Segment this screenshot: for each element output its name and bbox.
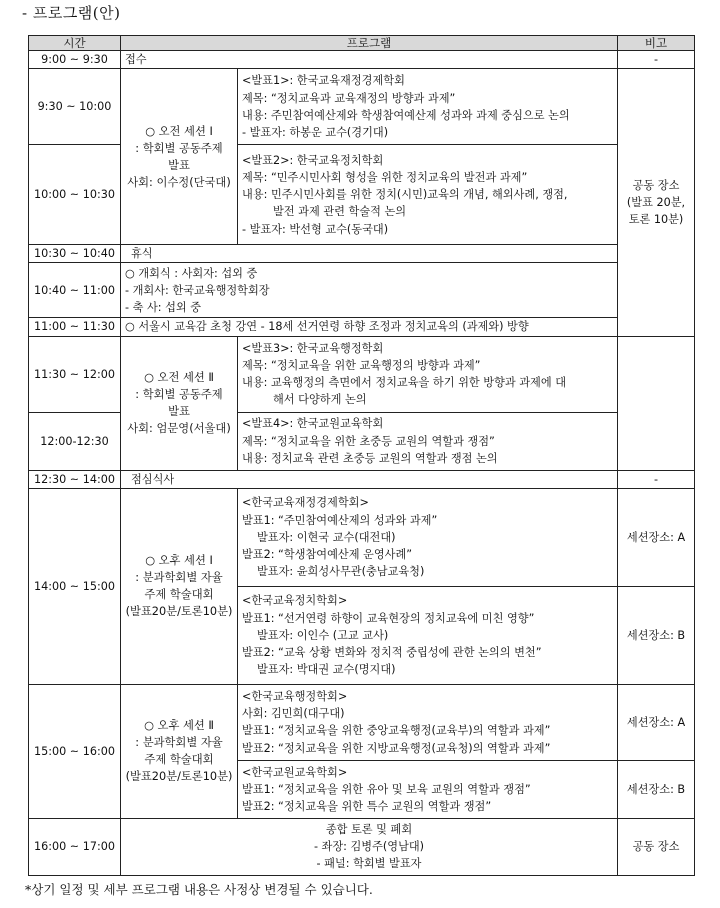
pres-line: 발표2: “학생참여예산제 운영사례”: [242, 547, 413, 561]
time-cell: 12:30 ~ 14:00: [29, 470, 121, 488]
pres-line: 발표2: “정치교육을 위한 특수 교원의 역할과 쟁점”: [242, 799, 492, 813]
pres-line: 제목: “정치교육을 위한 교육행정의 방향과 과제”: [242, 358, 481, 372]
pres-line: 발표자: 윤희성사무관(충남교육청): [257, 565, 425, 579]
session-line: : 분과학회별 자율: [135, 571, 223, 585]
session-title: ○ 오전 세션 Ⅰ: [145, 124, 213, 138]
pres-line: 발표자: 박대권 교수(명지대): [257, 663, 396, 677]
time-cell: 10:40 ~ 11:00: [29, 263, 121, 318]
header-time: 시간: [29, 36, 121, 51]
pres-line: 발표2: “정치교육을 위한 지방교육행정(교육청)의 역할과 과제”: [242, 741, 551, 755]
content-cell: 휴식: [121, 245, 618, 263]
session-line: : 분과학회별 자율: [135, 736, 223, 750]
content-cell: [121, 818, 618, 875]
row-pm1-a: [29, 488, 695, 586]
presentation-cell: [238, 684, 618, 760]
session-line: 발표: [168, 405, 190, 419]
closing-line: 종합 토론 및 폐회: [325, 823, 413, 836]
time-cell: 15:00 ~ 16:00: [29, 684, 121, 818]
pres-line: 발표1: “선거연령 하향이 교육현장의 정치교육에 미친 영향”: [242, 611, 535, 625]
pres-line: 제목: “정치교육을 위한 초중등 교원의 역할과 쟁점”: [242, 434, 495, 448]
opening-line: ○ 개회식 : 사회자: 섭외 중: [125, 266, 258, 280]
time-cell: 12:00-12:30: [29, 412, 121, 470]
row-pm2-a: [29, 684, 695, 760]
row-lecture: [29, 318, 695, 336]
note-cell: 세션장소: B: [618, 760, 695, 818]
row-break: [29, 245, 695, 263]
presentation-cell: [238, 69, 618, 145]
row-opening: [29, 263, 695, 318]
opening-line: - 축 사: 섭외 중: [125, 301, 202, 314]
pres-line: <한국교육행정학회>: [242, 689, 348, 703]
time-cell: 10:30 ~ 10:40: [29, 245, 121, 263]
time-cell: 9:30 ~ 10:00: [29, 69, 121, 145]
pres-line: <발표1>: 한국교육재정경제학회: [242, 74, 405, 88]
time-cell: 10:00 ~ 10:30: [29, 145, 121, 245]
session-moderator: 사회: 이수정(단국대): [127, 175, 231, 189]
content-cell: ○ 서울시 교육감 초청 강연 - 18세 선거연령 하향 조정과 정치교육의 (과제와) 방향: [121, 318, 618, 336]
session-cell-am2: [121, 336, 238, 470]
session-format: (발표20분/토론10분): [125, 605, 233, 619]
session-line: 발표: [168, 158, 190, 172]
presentation-cell: [238, 145, 618, 245]
note-line: (발표 20분,: [626, 195, 686, 209]
opening-line: - 개회사: 한국교육행정학회장: [125, 283, 270, 297]
row-closing: [29, 818, 695, 875]
session-line: : 학회별 공동주제: [135, 388, 223, 402]
session-line: 주제 학술대회: [144, 753, 214, 767]
pres-line: 발전 과제 관련 학술적 논의: [273, 205, 407, 219]
session-cell-am1: [121, 69, 238, 245]
pres-line: 제목: “정치교육과 교육재정의 방향과 과제”: [242, 91, 456, 105]
row-lunch: [29, 470, 695, 488]
pres-line: - 발표자: 하봉운 교수(경기대): [242, 125, 389, 139]
time-cell: 11:00 ~ 11:30: [29, 318, 121, 336]
session-format: (발표20분/토론10분): [125, 770, 233, 784]
time-cell: 14:00 ~ 15:00: [29, 488, 121, 684]
presentation-cell: [238, 760, 618, 818]
pres-line: <한국교육정치학회>: [242, 594, 348, 608]
closing-line: - 좌장: 김병주(영남대): [313, 840, 425, 854]
time-cell: 11:30 ~ 12:00: [29, 336, 121, 412]
presentation-cell: [238, 488, 618, 586]
pres-line: 해서 다양하게 논의: [273, 393, 367, 407]
note-cell: 세션장소: B: [618, 586, 695, 684]
session-title: ○ 오전 세션 Ⅱ: [144, 371, 214, 385]
note-cell: [618, 336, 695, 470]
presentation-cell: [238, 412, 618, 470]
pres-line: <한국교육재정경제학회>: [242, 496, 369, 510]
pres-line: <발표3>: 한국교육행정학회: [242, 341, 384, 355]
pres-line: <한국교원교육학회>: [242, 765, 348, 779]
session-cell-pm2: [121, 684, 238, 818]
pres-line: 발표1: “주민참여예산제의 성과와 과제”: [242, 513, 438, 527]
time-cell: 16:00 ~ 17:00: [29, 818, 121, 875]
note-cell: -: [618, 470, 695, 488]
pres-line: - 발표자: 박선형 교수(동국대): [242, 222, 389, 236]
pres-line: 제목: “민주시민사회 형성을 위한 정치교육의 발전과 과제”: [242, 170, 528, 184]
presentation-cell: [238, 336, 618, 412]
pres-line: 내용: 주민참여예산제와 학생참여예산제 성과와 과제 중심으로 논의: [242, 108, 570, 122]
pres-line: 발표자: 이현국 교수(대전대): [257, 530, 396, 544]
program-table: [28, 35, 695, 876]
pres-line: 내용: 교육행정의 측면에서 정치교육을 하기 위한 방향과 과제에 대: [242, 376, 567, 390]
pres-line: 발표1: “정치교육을 위한 유아 및 보육 교원의 역할과 쟁점”: [242, 782, 531, 796]
content-cell: [121, 263, 618, 318]
session-title: ○ 오후 세션 Ⅰ: [145, 554, 213, 568]
closing-line: - 패널: 학회별 발표자: [316, 857, 422, 871]
time-cell: 9:00 ~ 9:30: [29, 51, 121, 69]
session-title: ○ 오후 세션 Ⅱ: [144, 719, 214, 733]
session-line: : 학회별 공동주제: [135, 141, 223, 155]
row-am2-p3: [29, 336, 695, 412]
note-cell: -: [618, 51, 695, 69]
row-reception: [29, 51, 695, 69]
note-cell: 공동 장소: [618, 818, 695, 875]
content-cell: 접수: [121, 51, 618, 69]
footnote: *상기 일정 및 세부 프로그램 내용은 사정상 변경될 수 있습니다.: [25, 882, 373, 897]
header-note: 비고: [618, 36, 695, 51]
header-program: 프로그램: [121, 36, 618, 51]
pres-line: 발표1: “정치교육을 위한 중앙교육행정(교육부)의 역할과 과제”: [242, 724, 551, 738]
session-cell-pm1: [121, 488, 238, 684]
shared-note-cell: [618, 69, 695, 336]
row-am1-p1: [29, 69, 695, 145]
content-cell: 점심식사: [121, 470, 618, 488]
pres-line: 발표자: 이인수 (고교 교사): [257, 628, 389, 642]
page-heading: - 프로그램(안): [22, 4, 121, 22]
session-line: 주제 학술대회: [144, 588, 214, 602]
pres-line: 내용: 민주시민사회를 위한 정치(시민)교육의 개념, 해외사례, 쟁점,: [242, 188, 568, 202]
pres-line: <발표2>: 한국교육정치학회: [242, 153, 384, 167]
session-moderator: 사회: 엄문영(서울대): [127, 422, 231, 436]
note-line: 토론 10분): [628, 213, 684, 226]
pres-line: 사회: 김민희(대구대): [242, 707, 345, 721]
pres-line: <발표4>: 한국교원교육학회: [242, 417, 384, 431]
presentation-cell: [238, 586, 618, 684]
pres-line: 발표2: “교육 상황 변화와 정치적 중립성에 관한 논의의 변천”: [242, 645, 542, 659]
note-line: 공동 장소: [632, 178, 680, 192]
header-row: [29, 36, 695, 51]
note-cell: 세션장소: A: [618, 488, 695, 586]
pres-line: 내용: 정치교육 관련 초중등 교원의 역할과 쟁점 논의: [242, 451, 498, 465]
note-cell: 세션장소: A: [618, 684, 695, 760]
